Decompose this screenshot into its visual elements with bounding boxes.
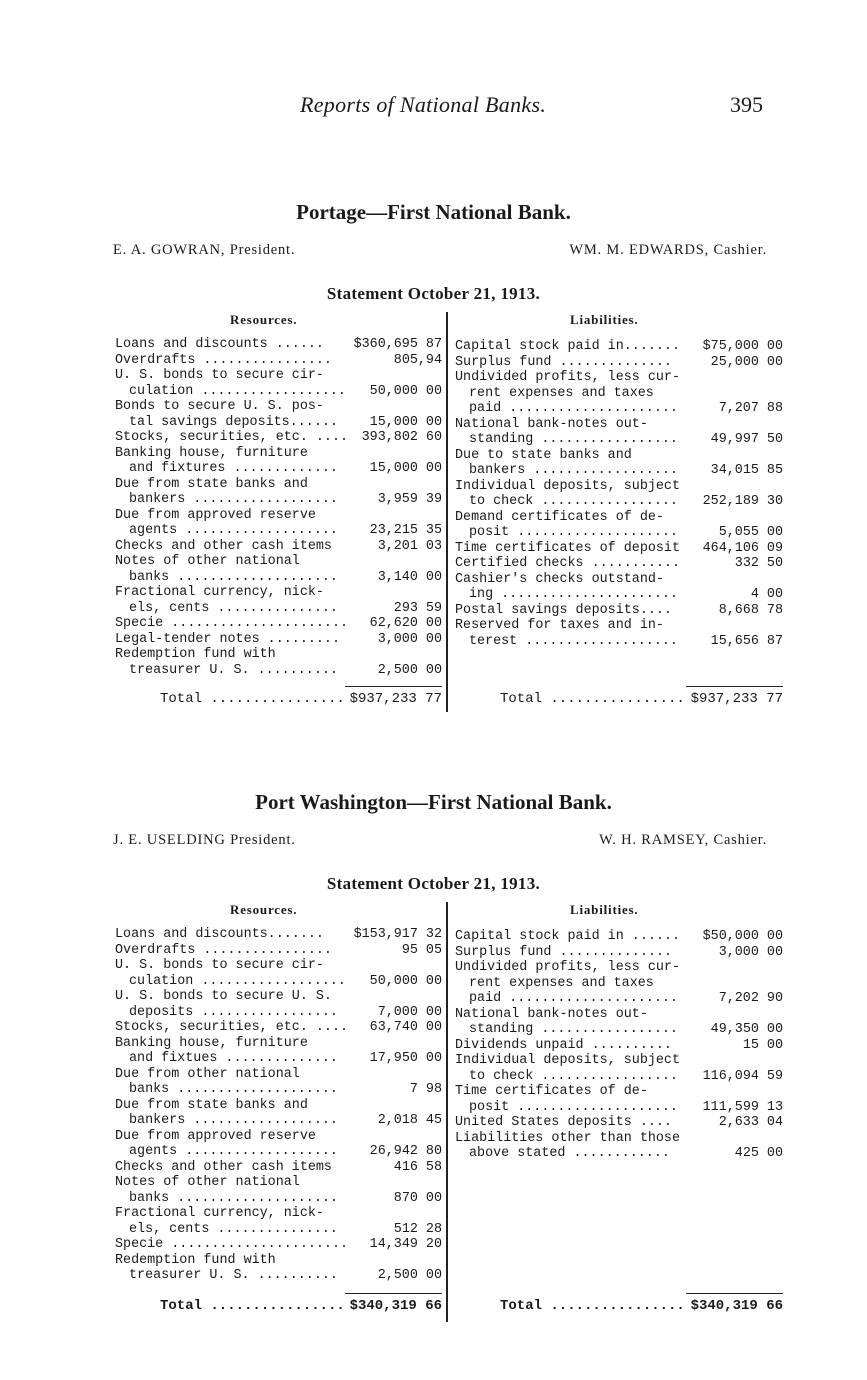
table-row	[455, 587, 783, 603]
line-item-label: Notes of other national	[115, 554, 300, 569]
resources-column	[115, 337, 442, 678]
line-item-amount: 116,094 59	[702, 1068, 783, 1084]
line-item-label: U. S. bonds to secure U. S.	[115, 989, 332, 1004]
line-item-label: and fixtues ..............	[129, 1051, 338, 1066]
table-row	[115, 430, 442, 446]
table-row	[455, 572, 783, 588]
table-row	[115, 616, 442, 632]
line-item-amount: 3,000 00	[377, 631, 442, 647]
table-row	[455, 541, 783, 557]
line-item-label: Capital stock paid in.......	[455, 339, 680, 354]
line-item-amount: 3,140 00	[377, 569, 442, 585]
total-rule-resources	[345, 1293, 442, 1294]
line-item-label: Due from other national	[115, 1066, 300, 1082]
bank-title: Port Washington—First National Bank.	[255, 790, 612, 814]
table-row	[115, 415, 442, 431]
page-header	[0, 92, 867, 122]
table-row	[455, 556, 783, 572]
president-name: E. A. GOWRAN, President.	[113, 242, 296, 258]
line-item-label: paid .....................	[469, 401, 678, 416]
line-item-label: Checks and other cash items	[115, 1159, 332, 1175]
line-item-label: Overdrafts ................	[115, 942, 332, 958]
liabilities-heading: Liabilities.	[570, 902, 639, 917]
table-row	[455, 494, 783, 510]
table-row	[455, 1069, 783, 1085]
line-item-amount: 15 00	[742, 1037, 783, 1053]
line-item-amount: 15,000 00	[369, 461, 442, 476]
line-item-amount: 2,500 00	[377, 1268, 442, 1283]
line-item-amount: 425 00	[734, 1146, 783, 1161]
line-item-label: Stocks, securities, etc. ....	[115, 430, 349, 445]
line-item-label: U. S. bonds to secure cir-	[115, 368, 324, 383]
table-row	[115, 446, 442, 462]
line-item-label: tal savings deposits......	[129, 414, 338, 430]
line-item-label: Specie ......................	[115, 616, 349, 631]
table-row	[455, 1131, 783, 1147]
table-row	[115, 461, 442, 477]
line-item-label: Due to state banks and	[455, 447, 632, 463]
line-item-label: terest ...................	[469, 633, 678, 649]
running-title: Reports of National Banks.	[300, 92, 547, 117]
line-item-label: Overdrafts ................	[115, 352, 332, 368]
table-row	[455, 448, 783, 464]
table-row	[455, 960, 783, 976]
table-row	[115, 523, 442, 539]
line-item-label: Cashier's checks outstand-	[455, 571, 664, 587]
line-item-label: standing .................	[469, 1022, 678, 1037]
line-item-label: els, cents ...............	[129, 600, 338, 616]
line-item-label: Capital stock paid in ......	[455, 929, 680, 944]
bank-statement-port-washington	[0, 790, 867, 1330]
line-item-amount: 293 59	[393, 600, 442, 616]
line-item-amount: 95 05	[401, 942, 442, 958]
line-item-label: Loans and discounts ......	[115, 337, 324, 352]
bank-title: Portage—First National Bank.	[296, 200, 571, 224]
line-item-amount: 50,000 00	[369, 383, 442, 399]
total-label: Total ................	[160, 691, 345, 707]
line-item-amount: 49,997 50	[710, 432, 783, 447]
line-item-label: culation ..................	[129, 383, 346, 399]
table-row	[455, 401, 783, 417]
line-item-label: Fractional currency, nick-	[115, 585, 324, 600]
line-item-label: Due from state banks and	[115, 476, 308, 492]
table-row	[115, 585, 442, 601]
table-row	[455, 417, 783, 433]
line-item-amount: 63,740 00	[369, 1020, 442, 1035]
line-item-label: Specie ......................	[115, 1237, 349, 1252]
statement-title: Statement October 21, 1913.	[326, 284, 541, 303]
line-item-amount: 17,950 00	[369, 1051, 442, 1066]
line-item-label: Bonds to secure U. S. pos-	[115, 399, 324, 414]
table-row	[115, 1067, 442, 1083]
table-row	[115, 989, 442, 1005]
column-divider	[446, 902, 448, 1322]
line-item-amount: 49,350 00	[710, 1022, 783, 1037]
line-item-amount: 15,000 00	[369, 414, 442, 430]
table-row	[115, 1206, 442, 1222]
table-row	[455, 355, 783, 371]
line-item-label: treasurer U. S. ..........	[129, 662, 338, 678]
line-item-label: Undivided profits, less cur-	[455, 370, 680, 385]
table-row	[115, 943, 442, 959]
line-item-amount: 62,620 00	[369, 616, 442, 631]
line-item-label: Certified checks ...........	[455, 556, 680, 571]
line-item-label: Due from approved reserve	[115, 507, 316, 523]
cashier-name: WM. M. EDWARDS, Cashier.	[569, 242, 767, 258]
line-item-label: Banking house, furniture	[115, 1035, 308, 1051]
table-row	[115, 570, 442, 586]
table-row	[455, 945, 783, 961]
table-row	[115, 663, 442, 679]
table-row	[455, 976, 783, 992]
total-rule-resources	[345, 686, 442, 687]
table-row	[455, 634, 783, 650]
table-row	[455, 603, 783, 619]
line-item-label: Due from state banks and	[115, 1097, 308, 1113]
column-divider	[446, 312, 448, 712]
total-rule-liabilities	[686, 686, 783, 687]
line-item-amount: 393,802 60	[361, 430, 442, 445]
table-row	[455, 479, 783, 495]
total-liabilities-row	[500, 690, 783, 708]
table-row	[455, 1146, 783, 1162]
line-item-amount: 50,000 00	[369, 973, 442, 989]
line-item-label: and fixtures .............	[129, 461, 338, 476]
line-item-label: Banking house, furniture	[115, 445, 308, 461]
line-item-label: Dividends unpaid ..........	[455, 1037, 672, 1053]
line-item-label: els, cents ...............	[129, 1221, 338, 1237]
line-item-label: rent expenses and taxes	[469, 975, 654, 991]
table-row	[455, 510, 783, 526]
line-item-label: Notes of other national	[115, 1175, 300, 1190]
table-row	[455, 432, 783, 448]
liabilities-column	[455, 929, 783, 1162]
line-item-amount: 3,959 39	[377, 492, 442, 507]
line-item-label: agents ...................	[129, 1144, 338, 1159]
line-item-label: treasurer U. S. ..........	[129, 1268, 338, 1283]
line-item-amount: 23,215 35	[369, 523, 442, 538]
table-row	[455, 991, 783, 1007]
liabilities-column	[455, 339, 783, 649]
line-item-label: Postal savings deposits....	[455, 602, 672, 618]
table-row	[115, 399, 442, 415]
president-name: J. E. USELDING President.	[113, 832, 296, 848]
table-row	[115, 477, 442, 493]
table-row	[115, 1005, 442, 1021]
total-resources-value: $937,233 77	[349, 691, 442, 707]
cashier-name: W. H. RAMSEY, Cashier.	[599, 832, 767, 848]
total-label: Total ................	[500, 1298, 685, 1314]
total-liabilities-value: $937,233 77	[690, 691, 783, 707]
table-row	[115, 368, 442, 384]
line-item-amount: 2,633 04	[718, 1115, 783, 1130]
line-item-label: ing ......................	[469, 587, 678, 602]
table-row	[455, 463, 783, 479]
line-item-amount: 870 00	[393, 1190, 442, 1206]
line-item-amount: 3,201 03	[377, 538, 442, 554]
line-item-label: deposits .................	[129, 1004, 338, 1020]
table-row	[115, 353, 442, 369]
table-row	[115, 958, 442, 974]
table-row	[455, 1053, 783, 1069]
line-item-label: to check .................	[469, 1068, 678, 1084]
line-item-label: paid .....................	[469, 991, 678, 1006]
line-item-amount: $50,000 00	[702, 929, 783, 944]
table-row	[115, 539, 442, 555]
table-row	[455, 1115, 783, 1131]
line-item-amount: 14,349 20	[369, 1237, 442, 1252]
table-row	[115, 1175, 442, 1191]
table-row	[115, 1253, 442, 1269]
line-item-label: United States deposits ....	[455, 1115, 672, 1130]
resources-heading: Resources.	[230, 312, 298, 327]
table-row	[455, 370, 783, 386]
line-item-label: above stated ............	[469, 1146, 670, 1161]
line-item-amount: 2,018 45	[377, 1113, 442, 1128]
table-row	[115, 1098, 442, 1114]
line-item-label: National bank-notes out-	[455, 1006, 648, 1022]
table-row	[115, 927, 442, 943]
line-item-label: bankers ..................	[129, 492, 338, 507]
table-row	[455, 1038, 783, 1054]
line-item-label: bankers ..................	[469, 463, 678, 478]
table-row	[115, 1237, 442, 1253]
line-item-amount: 8,668 78	[718, 602, 783, 618]
table-row	[115, 1129, 442, 1145]
total-label: Total ................	[160, 1298, 345, 1314]
line-item-label: Reserved for taxes and in-	[455, 618, 664, 633]
line-item-amount: 34,015 85	[710, 463, 783, 478]
table-row	[115, 1082, 442, 1098]
total-liabilities-row	[500, 1297, 783, 1315]
line-item-amount: 7 98	[409, 1082, 442, 1097]
table-row	[455, 929, 783, 945]
line-item-label: banks ....................	[129, 569, 338, 585]
line-item-amount: 3,000 00	[718, 944, 783, 960]
line-item-label: posit ....................	[469, 525, 678, 540]
table-row	[115, 1222, 442, 1238]
line-item-label: culation ..................	[129, 973, 346, 989]
line-item-amount: 252,189 30	[702, 494, 783, 509]
line-item-label: Checks and other cash items	[115, 538, 332, 554]
line-item-label: U. S. bonds to secure cir-	[115, 958, 324, 973]
table-row	[115, 492, 442, 508]
line-item-amount: 2,500 00	[377, 662, 442, 678]
line-item-label: Individual deposits, subject	[455, 478, 680, 494]
table-row	[115, 1160, 442, 1176]
line-item-amount: 25,000 00	[710, 354, 783, 370]
line-item-amount: 416 58	[393, 1159, 442, 1175]
total-label: Total ................	[500, 691, 685, 707]
line-item-amount: 7,207 88	[718, 401, 783, 416]
table-row	[455, 1007, 783, 1023]
line-item-label: Demand certificates of de-	[455, 509, 664, 525]
total-rule-liabilities	[686, 1293, 783, 1294]
table-row	[115, 384, 442, 400]
line-item-amount: 4 00	[750, 587, 783, 602]
line-item-label: Individual deposits, subject	[455, 1053, 680, 1068]
line-item-label: Time certificates of de-	[455, 1084, 648, 1099]
line-item-amount: 512 28	[393, 1221, 442, 1237]
line-item-amount: 111,599 13	[702, 1099, 783, 1115]
line-item-label: posit ....................	[469, 1099, 678, 1115]
table-row	[115, 508, 442, 524]
line-item-label: Redemption fund with	[115, 647, 276, 662]
line-item-label: Fractional currency, nick-	[115, 1206, 324, 1221]
line-item-label: National bank-notes out-	[455, 416, 648, 432]
line-item-label: Liabilities other than those	[455, 1130, 680, 1146]
total-resources-value: $340,319 66	[349, 1298, 442, 1314]
bank-statement-portage	[0, 200, 867, 720]
line-item-label: Surplus fund ..............	[455, 944, 672, 960]
line-item-label: Surplus fund ..............	[455, 354, 672, 370]
line-item-amount: $75,000 00	[702, 339, 783, 354]
table-row	[115, 974, 442, 990]
line-item-amount: $153,917 32	[353, 927, 442, 942]
liabilities-heading: Liabilities.	[570, 312, 639, 327]
line-item-label: Undivided profits, less cur-	[455, 960, 680, 975]
line-item-label: bankers ..................	[129, 1113, 338, 1128]
table-row	[115, 1020, 442, 1036]
resources-column	[115, 927, 442, 1284]
table-row	[115, 601, 442, 617]
resources-heading: Resources.	[230, 902, 298, 917]
table-row	[115, 1268, 442, 1284]
table-row	[115, 647, 442, 663]
line-item-label: Loans and discounts.......	[115, 927, 324, 942]
line-item-label: standing .................	[469, 432, 678, 447]
line-item-amount: 15,656 87	[710, 633, 783, 649]
table-row	[115, 632, 442, 648]
table-row	[455, 1100, 783, 1116]
line-item-label: to check .................	[469, 494, 678, 509]
line-item-amount: 332 50	[734, 556, 783, 571]
page-number: 395	[730, 92, 763, 117]
line-item-label: banks ....................	[129, 1082, 338, 1097]
table-row	[115, 1113, 442, 1129]
line-item-amount: 7,000 00	[377, 1004, 442, 1020]
table-row	[455, 386, 783, 402]
line-item-amount: 7,202 90	[718, 991, 783, 1006]
total-resources-row	[160, 1297, 442, 1315]
table-row	[455, 339, 783, 355]
table-row	[115, 1144, 442, 1160]
statement-title: Statement October 21, 1913.	[326, 874, 541, 893]
line-item-label: Stocks, securities, etc. ....	[115, 1020, 349, 1035]
line-item-amount: 805,94	[393, 352, 442, 368]
line-item-label: agents ...................	[129, 523, 338, 538]
line-item-amount: 464,106 09	[702, 540, 783, 556]
line-item-amount: 5,055 00	[718, 525, 783, 540]
line-item-label: Redemption fund with	[115, 1252, 276, 1268]
table-row	[115, 1051, 442, 1067]
total-resources-row	[160, 690, 442, 708]
table-row	[455, 1022, 783, 1038]
table-row	[455, 525, 783, 541]
line-item-label: Legal-tender notes .........	[115, 631, 340, 647]
table-row	[115, 1191, 442, 1207]
table-row	[455, 1084, 783, 1100]
table-row	[115, 1036, 442, 1052]
table-row	[115, 554, 442, 570]
line-item-label: Time certificates of deposit	[455, 540, 680, 556]
line-item-amount: $360,695 87	[353, 337, 442, 352]
table-row	[455, 618, 783, 634]
table-row	[115, 337, 442, 353]
line-item-label: rent expenses and taxes	[469, 385, 654, 401]
line-item-label: banks ....................	[129, 1190, 338, 1206]
line-item-amount: 26,942 80	[369, 1144, 442, 1159]
total-liabilities-value: $340,319 66	[690, 1298, 783, 1314]
line-item-label: Due from approved reserve	[115, 1128, 316, 1144]
